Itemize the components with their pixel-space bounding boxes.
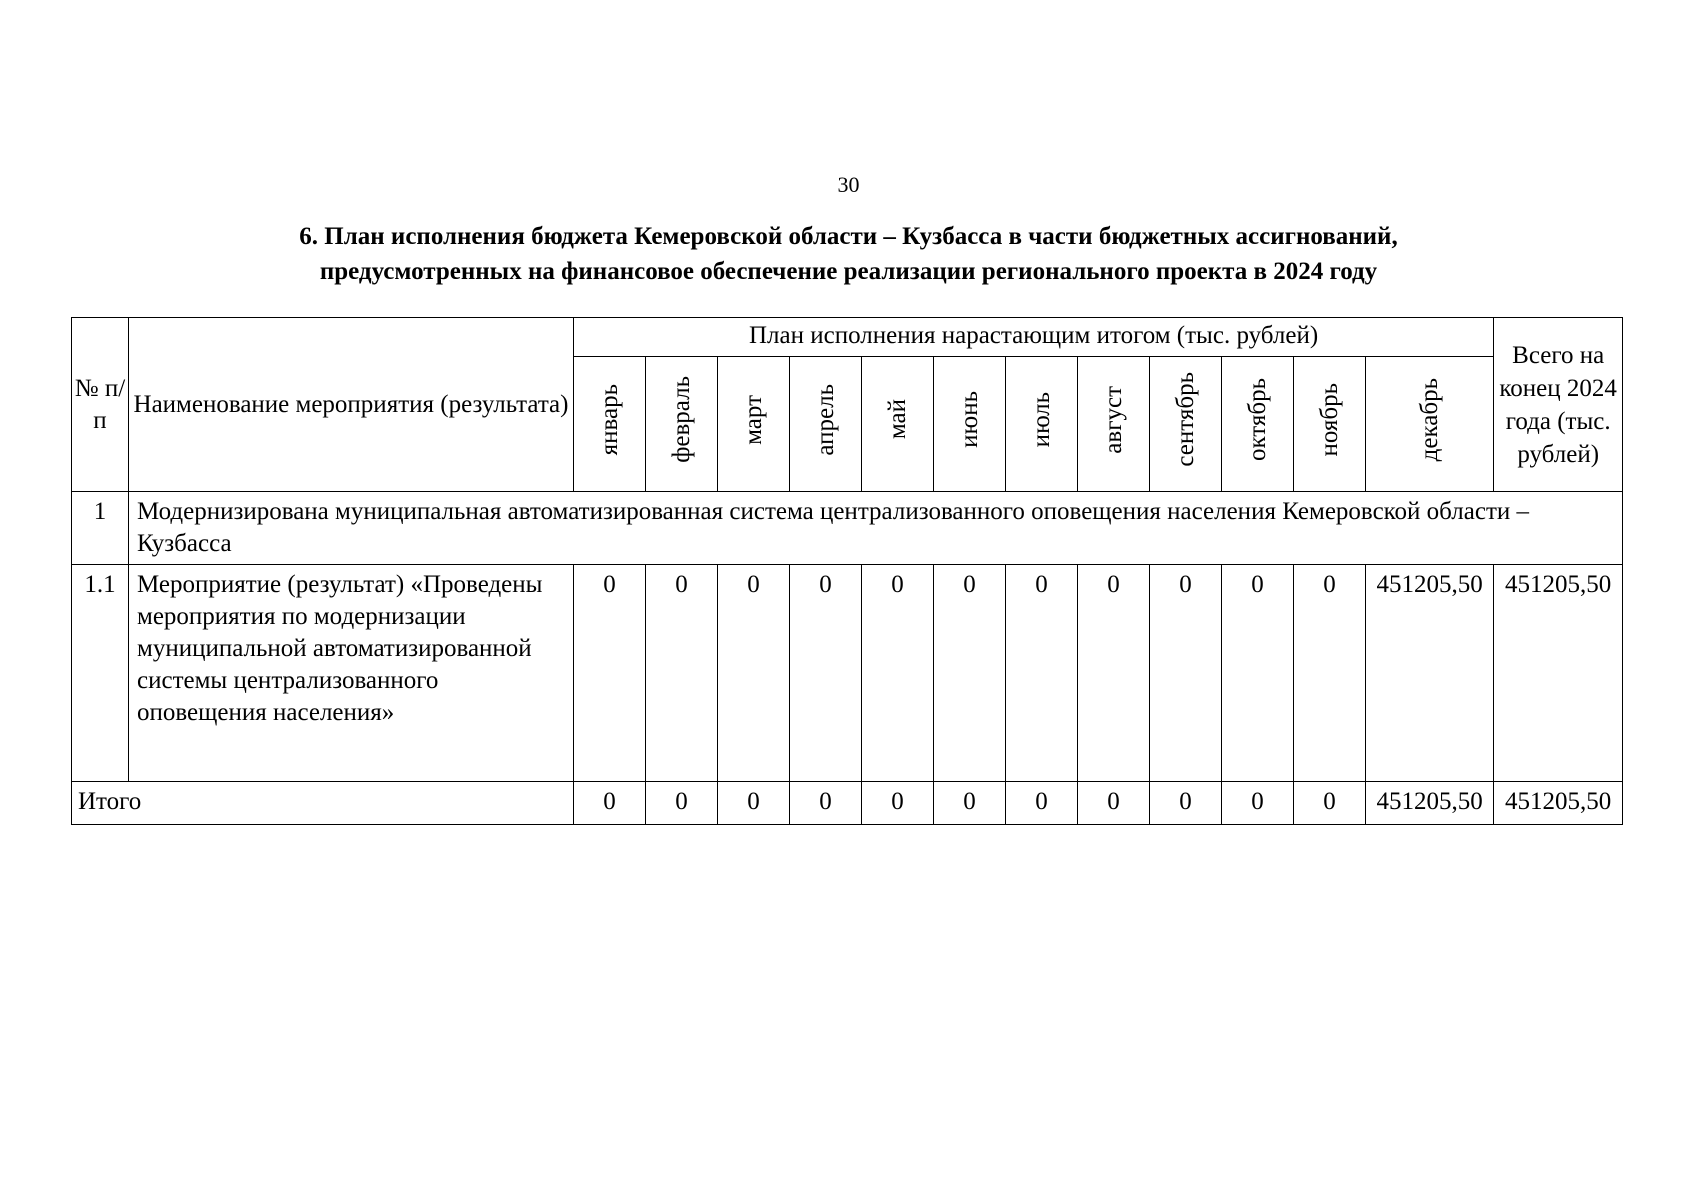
month-label: сентябрь <box>1171 372 1199 467</box>
month-label: июль <box>1027 391 1055 448</box>
totals-value: 0 <box>646 782 718 825</box>
header-total: Всего на конец 2024 года (тыс. рублей) <box>1494 318 1623 492</box>
header-month <box>934 357 1006 492</box>
header-plan: План исполнения нарастающим итогом (тыс. рублей) <box>574 318 1494 357</box>
totals-value: 0 <box>934 782 1006 825</box>
event-value: 0 <box>862 565 934 782</box>
totals-value: 0 <box>1150 782 1222 825</box>
section-row <box>72 492 1623 565</box>
document-title <box>0 219 1697 289</box>
event-total: 451205,50 <box>1494 565 1623 782</box>
totals-value: 0 <box>790 782 862 825</box>
month-label: октябрь <box>1243 377 1271 462</box>
totals-value: 0 <box>1222 782 1294 825</box>
month-label: январь <box>595 383 623 456</box>
title-line-2: предусмотренных на финансовое обеспечение реализации регионального проекта в 2024 году <box>319 258 1378 285</box>
page-number: 30 <box>837 172 860 197</box>
totals-value: 0 <box>574 782 646 825</box>
header-month <box>790 357 862 492</box>
totals-value: 0 <box>1006 782 1078 825</box>
section-number: 1 <box>72 492 129 565</box>
event-value: 0 <box>574 565 646 782</box>
header-month <box>1150 357 1222 492</box>
event-name: Мероприятие (результат) «Проведены мероприятия по модернизации муниципальной автоматизированной системы централизованного оповещения населения» <box>129 565 574 782</box>
event-value: 0 <box>1006 565 1078 782</box>
header-month <box>1294 357 1366 492</box>
title-line-1: 6. План исполнения бюджета Кемеровской области – Кузбасса в части бюджетных ассигнований, <box>299 223 1398 250</box>
month-label: апрель <box>811 383 839 456</box>
totals-value: 0 <box>1294 782 1366 825</box>
header-month <box>574 357 646 492</box>
event-value: 0 <box>1294 565 1366 782</box>
header-month <box>1006 357 1078 492</box>
month-label: август <box>1099 385 1127 454</box>
month-label: май <box>883 399 911 440</box>
header-name: Наименование мероприятия (результата) <box>129 318 574 492</box>
event-value: 0 <box>1222 565 1294 782</box>
event-value: 451205,50 <box>1366 565 1494 782</box>
header-month <box>1366 357 1494 492</box>
budget-plan-table <box>71 317 1623 825</box>
event-value: 0 <box>790 565 862 782</box>
event-value: 0 <box>646 565 718 782</box>
month-label: декабрь <box>1415 377 1443 462</box>
event-value: 0 <box>1150 565 1222 782</box>
header-number: № п/п <box>72 318 129 492</box>
header-month <box>862 357 934 492</box>
event-value: 0 <box>934 565 1006 782</box>
header-month <box>718 357 790 492</box>
totals-row <box>72 782 1623 825</box>
section-title: Модернизирована муниципальная автоматизированная система централизованного оповещения населения Кемеровской области – Кузбасса <box>129 492 1623 565</box>
totals-value: 451205,50 <box>1366 782 1494 825</box>
header-month <box>1222 357 1294 492</box>
event-number: 1.1 <box>72 565 129 782</box>
totals-label: Итого <box>72 782 574 825</box>
event-value: 0 <box>1078 565 1150 782</box>
month-label: февраль <box>667 376 695 463</box>
totals-grand-total: 451205,50 <box>1494 782 1623 825</box>
totals-value: 0 <box>1078 782 1150 825</box>
month-label: июнь <box>955 391 983 448</box>
event-value: 0 <box>718 565 790 782</box>
totals-value: 0 <box>862 782 934 825</box>
month-label: март <box>739 394 767 445</box>
event-row <box>72 565 1623 782</box>
totals-value: 0 <box>718 782 790 825</box>
header-month <box>1078 357 1150 492</box>
month-label: ноябрь <box>1315 382 1343 457</box>
header-row-top <box>72 318 1623 357</box>
header-month <box>646 357 718 492</box>
